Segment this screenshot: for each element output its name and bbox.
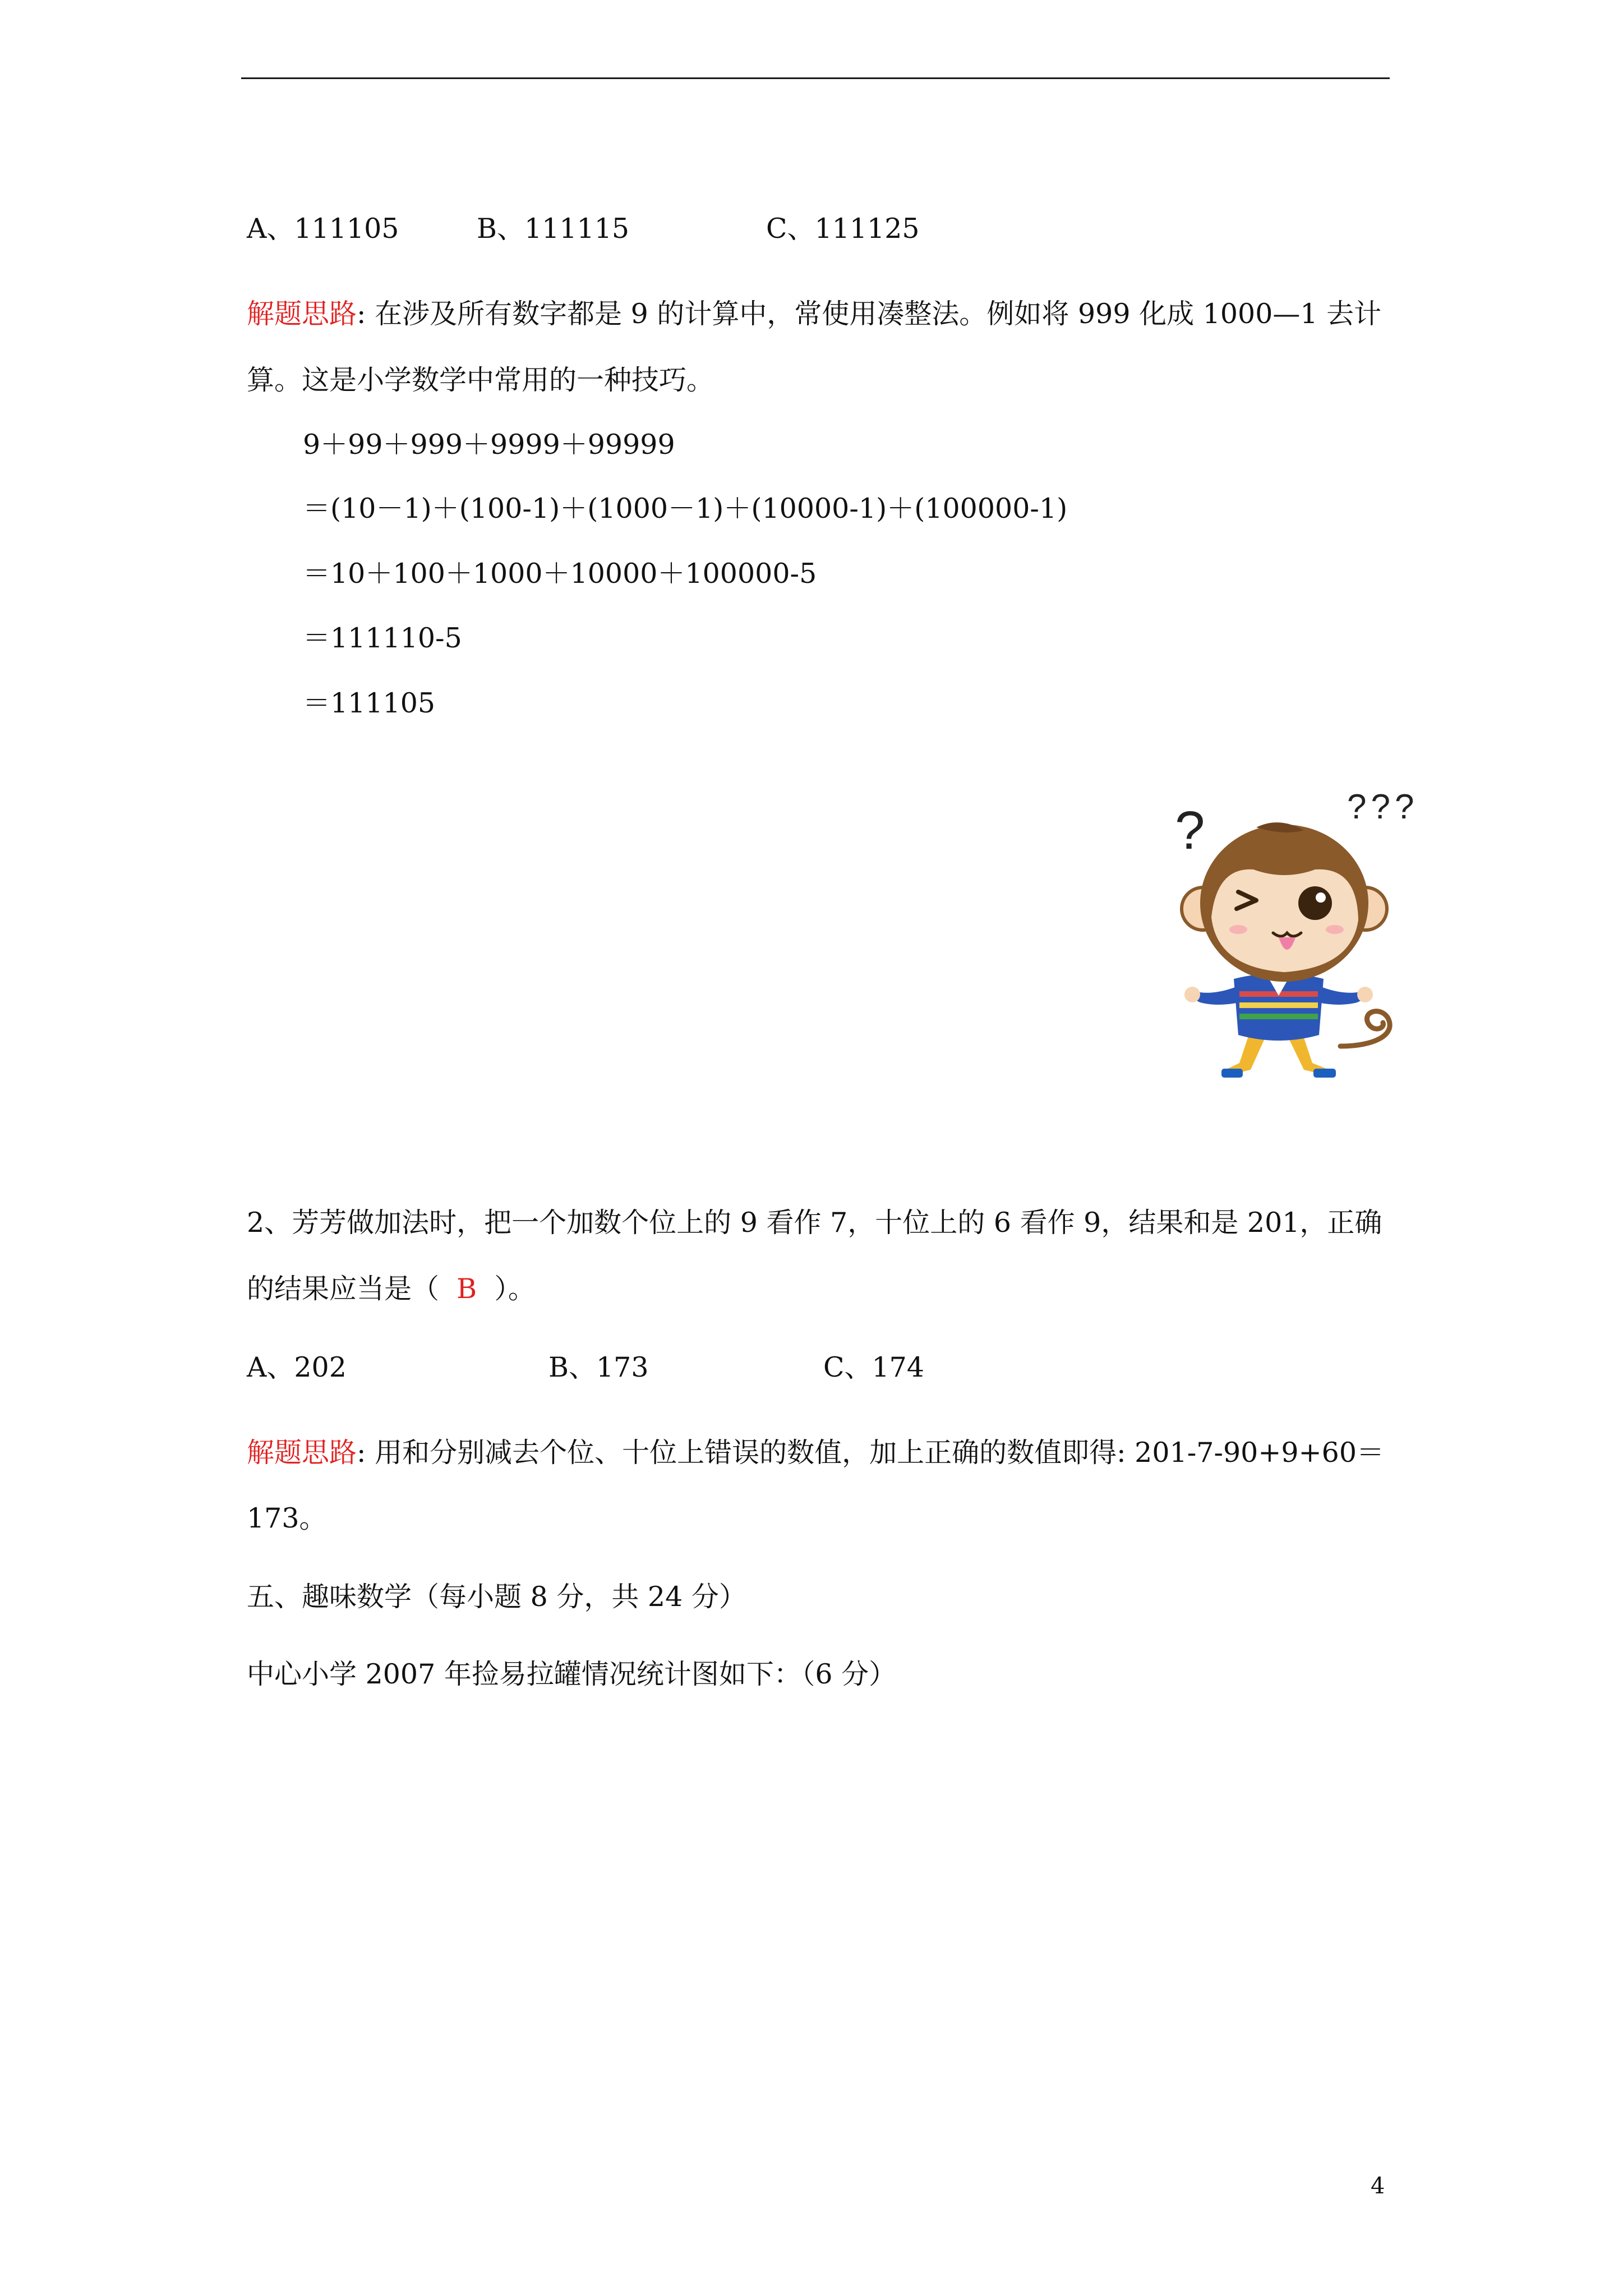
q2-stem-suffix: ）。 bbox=[477, 1273, 536, 1305]
page-number: 4 bbox=[1371, 2173, 1385, 2199]
header-rule bbox=[241, 77, 1390, 79]
q1-hint-line2: 算。这是小学数学中常用的一种技巧。 bbox=[247, 364, 714, 396]
q2-answer: B bbox=[457, 1273, 477, 1305]
monkey-illustration bbox=[1172, 783, 1430, 1097]
q1-hint-text: : 在涉及所有数字都是 9 的计算中，常使用凑整法。例如将 999 化成 1000—1 去计 bbox=[357, 298, 1382, 330]
q1-option-c: C、111125 bbox=[766, 213, 920, 245]
q2-hint-label: 解题思路 bbox=[247, 1437, 357, 1469]
q2-option-b: B、173 bbox=[548, 1351, 649, 1383]
q2-stem-prefix: 的结果应当是（ bbox=[247, 1273, 457, 1305]
q2-hint-text: : 用和分别减去个位、十位上错误的数值，加上正确的数值即得: 201-7-90+9+60＝ bbox=[357, 1437, 1384, 1469]
q1-step-2: ＝(10－1)＋(100-1)＋(1000－1)＋(10000-1)＋(100000-1) bbox=[303, 493, 1068, 524]
q1-step-3: ＝10＋100＋1000＋10000＋100000-5 bbox=[303, 558, 817, 590]
q1-step-5: ＝111105 bbox=[303, 687, 436, 719]
q2-hint-line1 bbox=[247, 1436, 1384, 1470]
q1-step-4: ＝111110-5 bbox=[303, 622, 462, 654]
q1-hint-label: 解题思路 bbox=[247, 298, 357, 330]
section5-title: 五、趣味数学（每小题 8 分，共 24 分） bbox=[247, 1581, 746, 1613]
q2-stem-line1: 2、芳芳做加法时，把一个加数个位上的 9 看作 7，十位上的 6 看作 9，结果和是 201，正确 bbox=[247, 1207, 1382, 1239]
q2-option-a: A、202 bbox=[247, 1351, 347, 1383]
q1-hint-line1 bbox=[247, 297, 1381, 331]
q1-option-b: B、111115 bbox=[477, 213, 630, 245]
section5-intro: 中心小学 2007 年捡易拉罐情况统计图如下：（6 分） bbox=[247, 1658, 897, 1690]
q1-option-a: A、111105 bbox=[247, 213, 399, 245]
question-marks-right: ??? bbox=[1347, 788, 1419, 826]
q1-step-1: 9＋99＋999＋9999＋99999 bbox=[303, 429, 675, 461]
q2-stem-line2 bbox=[247, 1272, 536, 1306]
q2-hint-line2: 173。 bbox=[247, 1502, 327, 1534]
q2-option-c: C、174 bbox=[823, 1351, 925, 1383]
question-mark-left: ? bbox=[1175, 800, 1205, 861]
